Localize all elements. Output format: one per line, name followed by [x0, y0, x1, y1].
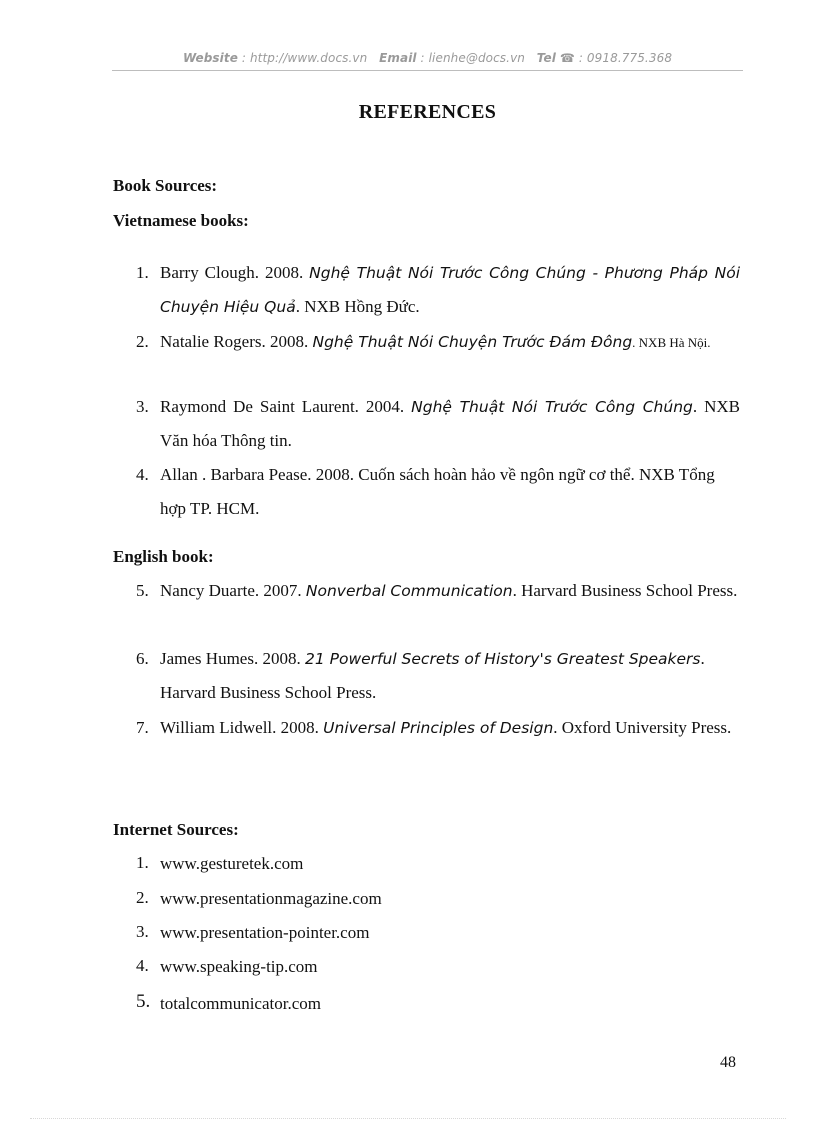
reference-number: 7. [136, 718, 149, 737]
source-url: www.presentationmagazine.com [160, 889, 382, 908]
reference-publisher: . NXB Hồng Đức. [295, 297, 420, 316]
reference-number: 2. [136, 888, 149, 907]
reference-number: 5. [136, 991, 151, 1012]
reference-item [136, 642, 740, 710]
reference-item [136, 390, 740, 458]
internet-source-item [136, 888, 740, 910]
reference-number: 6. [136, 649, 149, 668]
reference-item [136, 711, 740, 745]
reference-number: 3. [136, 922, 149, 941]
email-value: : lienhe@docs.vn [420, 51, 525, 65]
reference-publisher: . Oxford University Press. [553, 718, 732, 737]
reference-number: 4. [136, 956, 149, 975]
internet-source-item [136, 956, 740, 978]
reference-number: 2. [136, 332, 149, 351]
reference-title: Nghệ Thuật Nói Chuyện Trước Đám Đông [312, 333, 633, 351]
reference-item [136, 458, 740, 526]
reference-title: Nonverbal Communication [305, 582, 513, 600]
reference-author: Natalie Rogers. 2008. [160, 332, 313, 351]
page-title: REFERENCES [358, 101, 497, 123]
reference-publisher: . NXB Hà Nội. [632, 335, 711, 350]
source-url: www.speaking-tip.com [160, 957, 318, 976]
internet-sources-heading: Internet Sources: [113, 820, 239, 839]
reference-number: 5. [136, 581, 149, 600]
reference-publisher: . NXB Văn hóa Thông tin. [160, 397, 740, 450]
reference-title: Nghệ Thuật Nói Trước Công Chúng - Phương Pháp Nói Chuyện Hiệu Quả [160, 264, 740, 316]
book-sources-heading: Book Sources: [113, 176, 218, 195]
reference-number: 4. [136, 465, 149, 484]
page-header [112, 51, 743, 65]
website-value: : http://www.docs.vn [241, 51, 368, 65]
header-divider [112, 70, 743, 71]
internet-source-item [136, 853, 740, 875]
reference-text: Allan . Barbara Pease. 2008. Cuốn sách hoàn hảo về ngôn ngữ cơ thể. NXB Tổng hợp TP. HCM. [160, 465, 715, 518]
reference-number: 1. [136, 853, 149, 872]
reference-number: 3. [136, 397, 149, 416]
source-url: totalcommunicator.com [160, 994, 321, 1013]
footer-divider [30, 1118, 786, 1119]
reference-number: 1. [136, 263, 149, 282]
reference-author: William Lidwell. 2008. [160, 718, 324, 737]
reference-author: Raymond De Saint Laurent. 2004. [160, 397, 412, 416]
reference-author: Nancy Duarte. 2007. [160, 581, 306, 600]
email-label: Email [379, 51, 417, 65]
source-url: www.gesturetek.com [160, 854, 304, 873]
source-url: www.presentation-pointer.com [160, 923, 370, 942]
vietnamese-books-heading: Vietnamese books: [113, 211, 249, 230]
english-book-heading: English book: [113, 547, 214, 566]
reference-item [136, 325, 740, 360]
reference-title: 21 Powerful Secrets of History's Greatest Speakers [304, 650, 701, 668]
internet-source-item [136, 993, 740, 1015]
reference-item [136, 256, 740, 324]
page-number: 48 [720, 1054, 736, 1071]
reference-title: Nghệ Thuật Nói Trước Công Chúng [411, 398, 693, 416]
reference-title: Universal Principles of Design [323, 719, 554, 737]
reference-publisher: . Harvard Business School Press. [160, 649, 705, 702]
internet-source-item [136, 922, 740, 944]
tel-label: Tel [536, 51, 556, 65]
reference-author: Barry Clough. 2008. [160, 263, 310, 282]
reference-item [136, 574, 740, 608]
reference-author: James Humes. 2008. [160, 649, 305, 668]
tel-value: ☎ : 0918.775.368 [559, 51, 673, 65]
reference-publisher: . Harvard Business School Press. [512, 581, 738, 600]
website-label: Website [182, 51, 238, 65]
